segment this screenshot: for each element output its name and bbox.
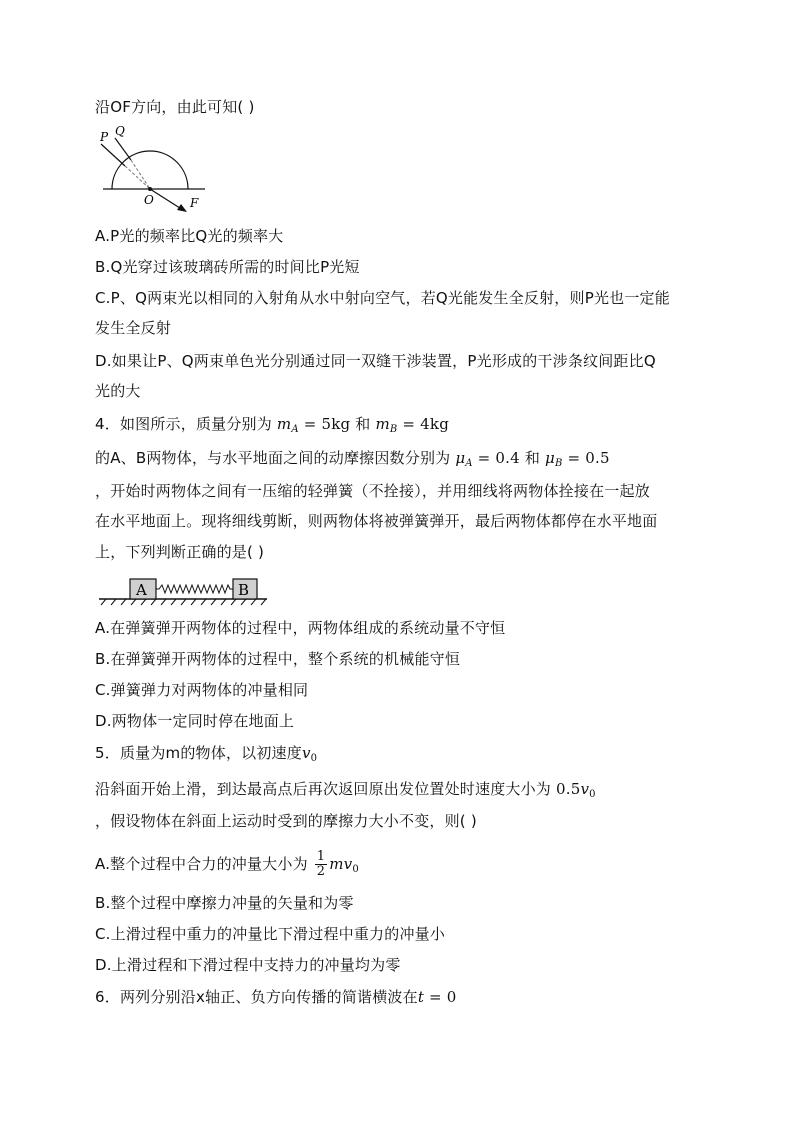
q5-v0: v: [301, 744, 311, 762]
q4-muA: μ: [455, 449, 466, 467]
fig2-label-A: A: [136, 581, 147, 599]
q4-muB-sub: B: [554, 458, 563, 469]
fig1-ray-Q: [115, 138, 131, 160]
q4-mB-val: = 4kg: [397, 415, 450, 433]
option-3C-line1: C.P、Q两束光以相同的入射角从水中射向空气，若Q光能发生全反射，则P光也一定能: [95, 289, 670, 307]
figure-semicircle-refraction: [95, 122, 220, 217]
question5-line3: ，假设物体在斜面上运动时受到的摩擦力大小不变，则( ): [95, 812, 477, 830]
q4-text-and: 和: [355, 415, 371, 433]
q4-mA: m: [276, 415, 292, 433]
fig1-ray-F: [150, 189, 183, 210]
q4-muA-sub: A: [465, 458, 473, 469]
q4-muB-val: = 0.5: [562, 449, 610, 467]
fig1-label-O: O: [144, 193, 154, 207]
option-4B: B.在弹簧弹开两物体的过程中，整个系统的机械能守恒: [95, 650, 461, 668]
q5A-mv-sub: 0: [352, 864, 359, 875]
q4-mB: m: [375, 415, 390, 433]
question5-line1: [95, 743, 317, 769]
question4-line3: ，开始时两物体之间有一压缩的轻弹簧（不拴接），并用细线将两物体拴接在一起放: [95, 482, 650, 500]
fig1-label-P: P: [100, 130, 109, 144]
q5-half-v: v: [580, 780, 590, 798]
q4-mB-sub: B: [389, 424, 398, 435]
q6-t: t: [417, 988, 425, 1006]
question4-line5: 上，下列判断正确的是( ): [95, 543, 265, 561]
q5-half-v-sub: 0: [589, 789, 596, 800]
option-4D: D.两物体一定同时停在地面上: [95, 712, 295, 730]
fig2-spring: [156, 585, 233, 593]
question4-line2: [95, 448, 610, 474]
question5-line2: [95, 779, 596, 805]
q4-muA-val: = 0.4: [472, 449, 520, 467]
q5A-fraction: $\frac{1}{2}$: [316, 849, 326, 879]
q4-mA-val: = 5kg: [298, 415, 351, 433]
option-5C: C.上滑过程中重力的冲量比下滑过程中重力的冲量小: [95, 925, 446, 943]
q5-text-a: 5．质量为m的物体，以初速度: [95, 744, 302, 762]
option-3C-line2: 发生全反射: [95, 319, 172, 337]
q4-text-a: 4．如图所示，质量分别为: [95, 415, 272, 433]
option-5D: D.上滑过程和下滑过程中支持力的冲量均为零: [95, 956, 401, 974]
q5A-text: A.整个过程中合力的冲量大小为: [95, 855, 308, 873]
fig1-arrowhead: [177, 204, 187, 212]
figure-spring-blocks: [95, 572, 275, 610]
option-3D-line1: D.如果让P、Q两束单色光分别通过同一双缝干涉装置，P光形成的干涉条纹间距比Q: [95, 352, 656, 370]
option-3B: B.Q光穿过该玻璃砖所需的时间比P光短: [95, 258, 360, 276]
option-5B: B.整个过程中摩擦力冲量的矢量和为零: [95, 894, 354, 912]
q4-text-and2: 和: [524, 449, 541, 467]
question4-line4: 在水平地面上。现将细线剪断，则两物体将被弹簧弹开，最后两物体都停在水平地面: [95, 512, 658, 530]
q4-muB: μ: [545, 449, 555, 467]
option-5A: [95, 850, 359, 880]
option-3D-line2: 光的大: [95, 382, 141, 400]
fig1-label-F: F: [190, 196, 199, 210]
option-4C: C.弹簧弹力对两物体的冲量相同: [95, 681, 309, 699]
q4-mA-sub: A: [291, 424, 299, 435]
question3-stem-end: 沿OF方向，由此可知( ): [95, 98, 255, 116]
q5A-mv: mv: [329, 855, 353, 873]
option-4A: A.在弹簧弹开两物体的过程中，两物体组成的系统动量不守恒: [95, 619, 506, 637]
q5-text-b: 沿斜面开始上滑，到达最高点后再次返回原出发位置处时速度大小为: [95, 780, 552, 798]
question4-line1: [95, 414, 449, 440]
fig2-label-B: B: [238, 581, 250, 599]
q5-v0-sub: 0: [310, 753, 318, 764]
q6-text: 6．两列分别沿x轴正、负方向传播的简谐横波在: [95, 988, 418, 1006]
fig1-semicircle: [112, 151, 188, 189]
fig2-ground-hatching: [101, 599, 266, 605]
q6-t-val: = 0: [424, 988, 457, 1006]
q4-text-b: 的A、B两物体，与水平地面之间的动摩擦因数分别为: [95, 449, 451, 467]
option-3A: A.P光的频率比Q光的频率大: [95, 227, 284, 245]
q5-half-coef: 0.5: [555, 780, 581, 798]
question6-line1: [95, 987, 457, 1007]
fig1-label-Q: Q: [115, 124, 125, 138]
